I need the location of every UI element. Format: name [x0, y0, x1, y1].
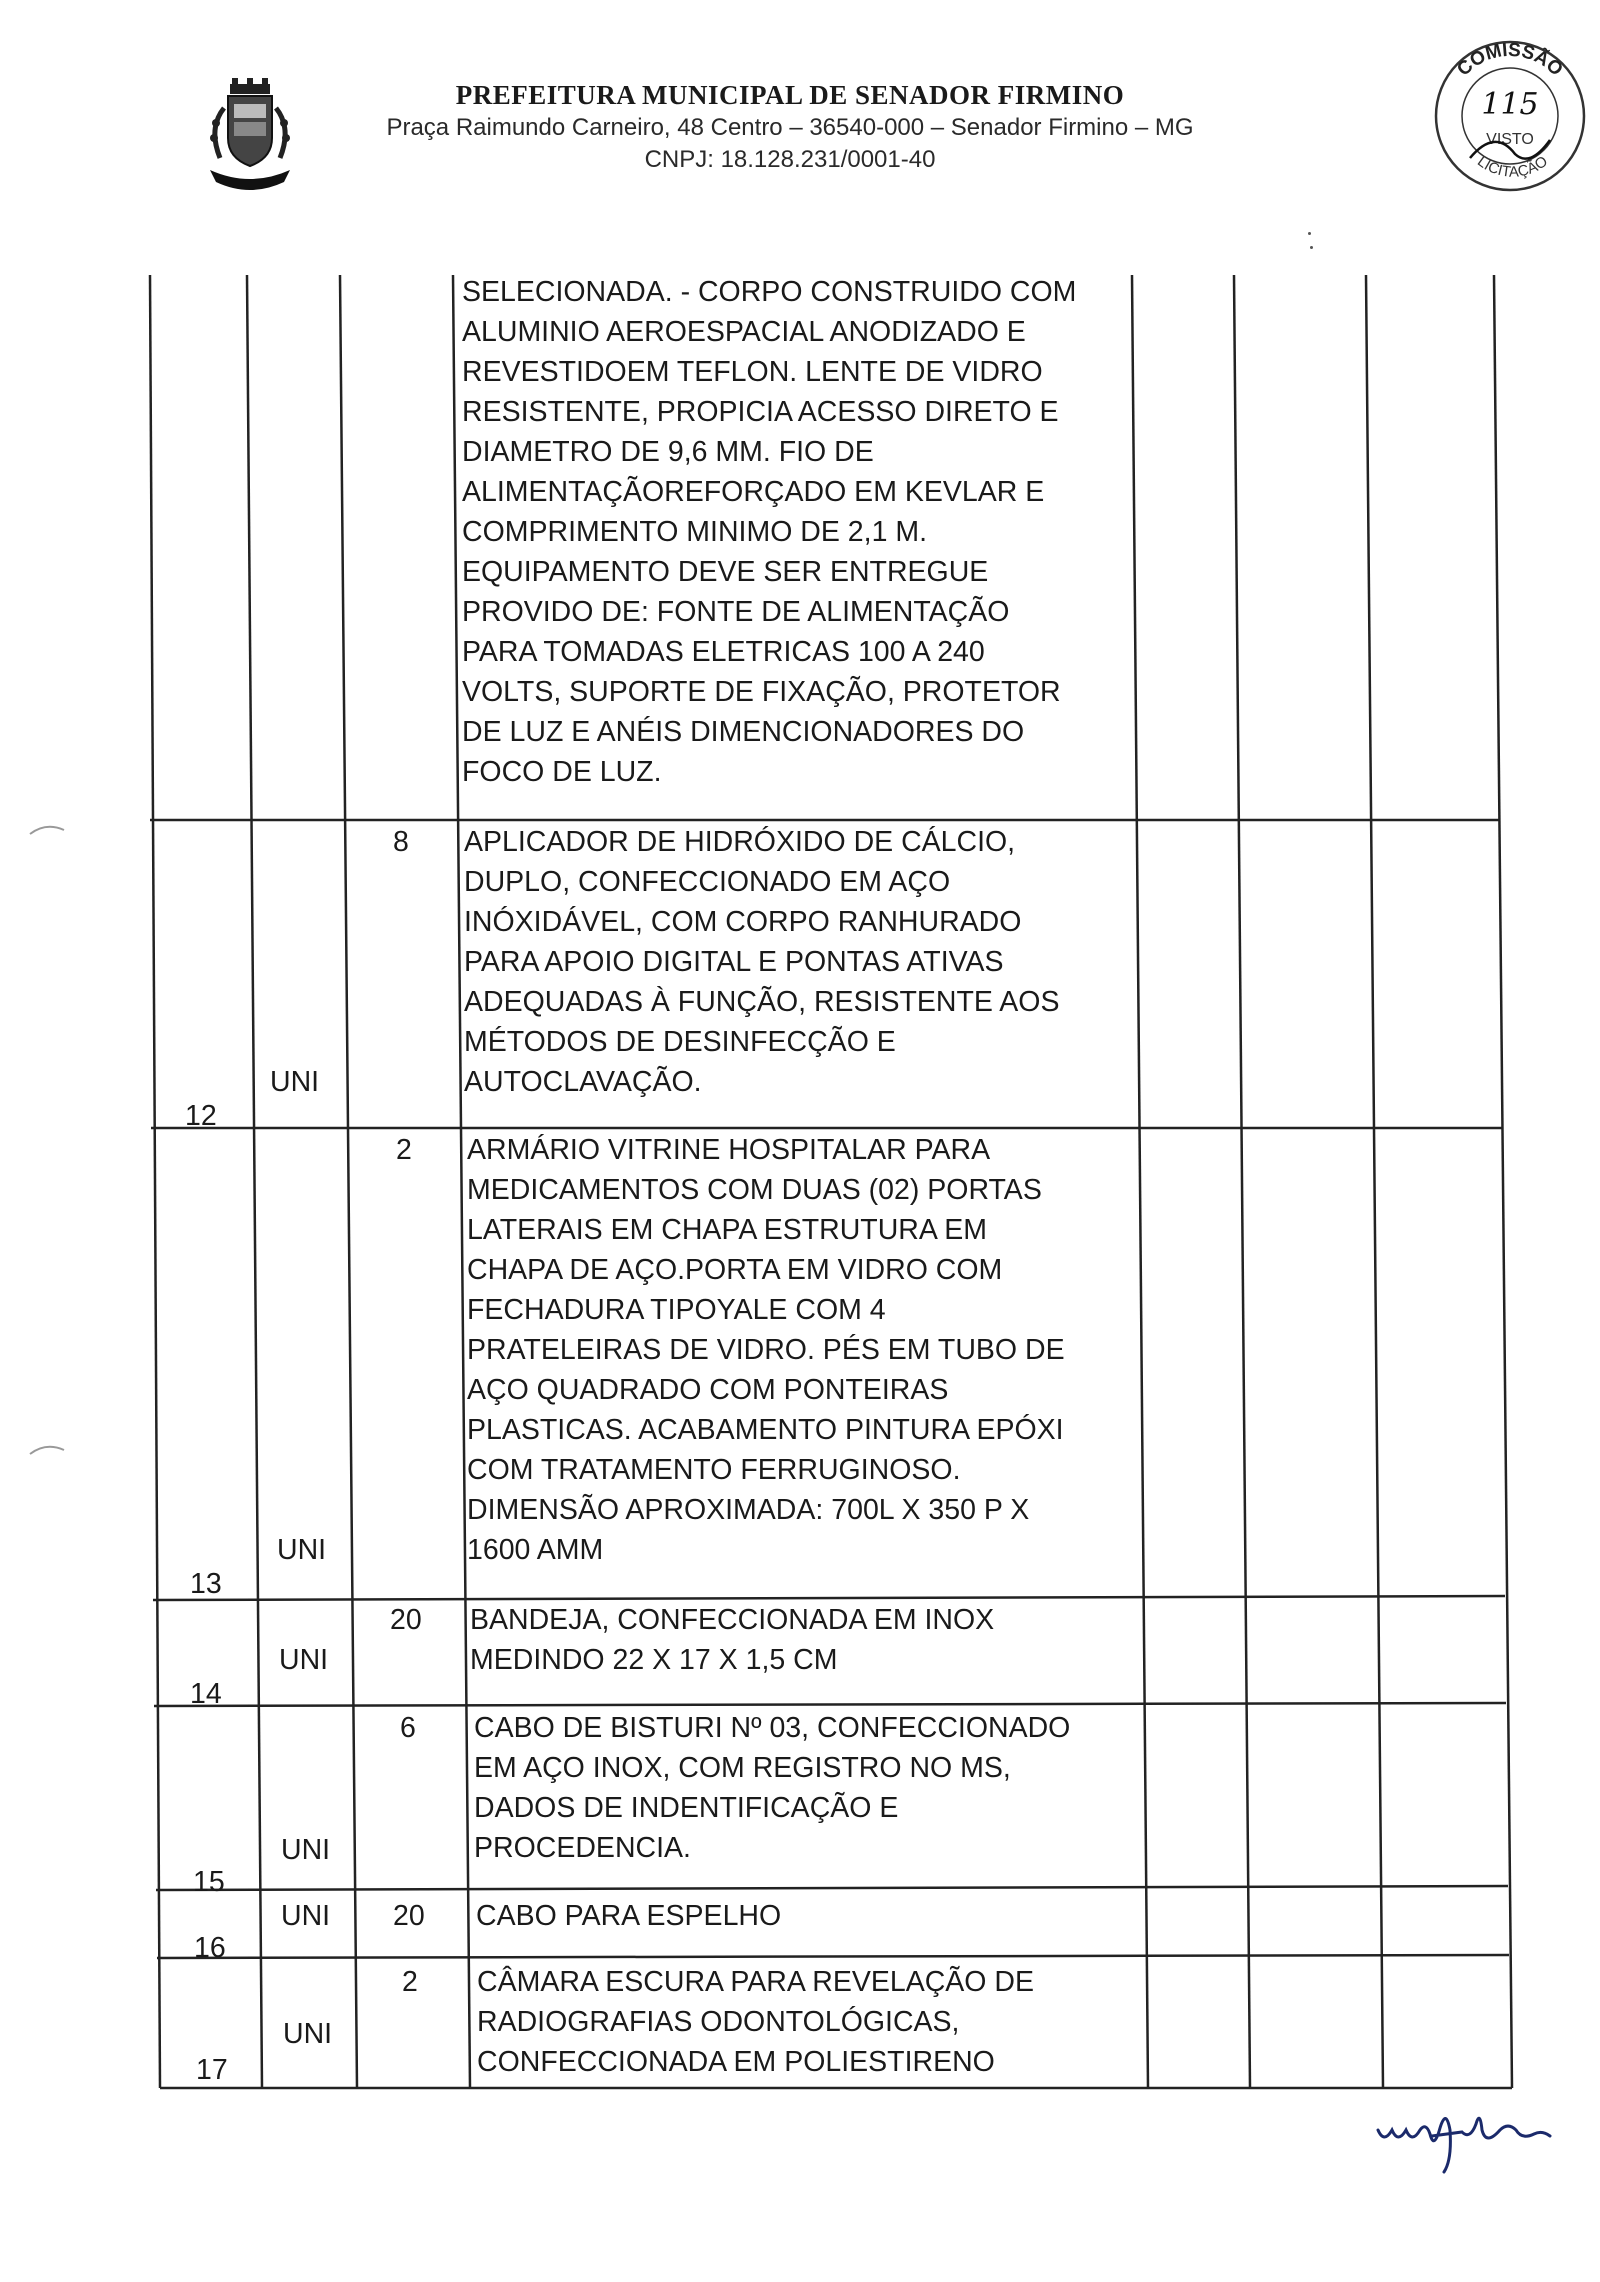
table-row-unit: UNI: [277, 1534, 327, 1566]
table-row-description: [464, 822, 1059, 1102]
table-row-unit: UNI: [281, 1834, 331, 1866]
stamp-bottom-text: LICITAÇÃO: [1474, 152, 1551, 181]
description-line: REVESTIDOEM TEFLON. LENTE DE VIDRO: [462, 356, 1043, 388]
municipality-title: PREFEITURA MUNICIPAL DE SENADOR FIRMINO: [455, 80, 1125, 110]
description-line: RADIOGRAFIAS ODONTOLÓGICAS,: [477, 2006, 960, 2038]
stamp-middle-text: VISTO: [1486, 131, 1534, 148]
table-row-qty: 6: [400, 1712, 416, 1744]
description-line: DIMENSÃO APROXIMADA: 700L X 350 P X: [467, 1494, 1030, 1526]
description-line: VOLTS, SUPORTE DE FIXAÇÃO, PROTETOR: [462, 676, 1061, 708]
table-row-qty: 20: [390, 1604, 422, 1636]
description-line: DUPLO, CONFECCIONADO EM AÇO: [464, 866, 951, 898]
municipality-cnpj: CNPJ: 18.128.231/0001-40: [644, 146, 936, 173]
description-line: CABO DE BISTURI Nº 03, CONFECCIONADO: [474, 1712, 1071, 1744]
table-row-item-number: 17: [196, 2054, 228, 2086]
description-line: EQUIPAMENTO DEVE SER ENTREGUE: [462, 556, 989, 588]
description-line: APLICADOR DE HIDRÓXIDO DE CÁLCIO,: [464, 826, 1016, 858]
description-line: DE LUZ E ANÉIS DIMENCIONADORES DO: [462, 716, 1025, 748]
description-line: MEDINDO 22 X 17 X 1,5 CM: [470, 1644, 838, 1676]
description-line: RESISTENTE, PROPICIA ACESSO DIRETO E: [462, 396, 1059, 428]
description-line: COM TRATAMENTO FERRUGINOSO.: [467, 1454, 961, 1486]
table-row-description: [476, 1896, 781, 1936]
description-line: PROVIDO DE: FONTE DE ALIMENTAÇÃO: [462, 596, 1010, 628]
description-line: ADEQUADAS À FUNÇÃO, RESISTENTE AOS: [464, 986, 1060, 1018]
description-line: PARA TOMADAS ELETRICAS 100 A 240: [462, 636, 985, 668]
description-line: EM AÇO INOX, COM REGISTRO NO MS,: [474, 1752, 1011, 1784]
description-line: CABO PARA ESPELHO: [476, 1900, 782, 1932]
description-line: AÇO QUADRADO COM PONTEIRAS: [467, 1374, 949, 1406]
description-line: FECHADURA TIPOYALE COM 4: [467, 1294, 886, 1326]
stamp-page-number: 115: [1481, 87, 1539, 122]
description-line: COMPRIMENTO MINIMO DE 2,1 M.: [462, 516, 928, 548]
table-row-description: [474, 1708, 1070, 1868]
table-row-item-number: 16: [194, 1932, 226, 1964]
description-line: LATERAIS EM CHAPA ESTRUTURA EM: [467, 1214, 987, 1246]
table-row-unit: UNI: [281, 1900, 331, 1932]
description-line: CONFECCIONADA EM POLIESTIRENO: [477, 2046, 995, 2078]
description-line: MÉTODOS DE DESINFECÇÃO E: [464, 1026, 896, 1058]
table-row-unit: UNI: [283, 2018, 333, 2050]
description-line: MEDICAMENTOS COM DUAS (02) PORTAS: [467, 1174, 1042, 1206]
table-row-item-number: 12: [185, 1100, 217, 1132]
table-row-unit: UNI: [279, 1644, 329, 1676]
description-line: FOCO DE LUZ.: [462, 756, 662, 788]
description-line: PRATELEIRAS DE VIDRO. PÉS EM TUBO DE: [467, 1334, 1065, 1366]
handwritten-signature: [1370, 2100, 1570, 2180]
margin-mark: [28, 820, 68, 840]
description-line: AUTOCLAVAÇÃO.: [464, 1066, 702, 1098]
table-row-item-number: 13: [190, 1568, 222, 1600]
table-row-qty: 2: [402, 1966, 418, 1998]
municipality-address: Praça Raimundo Carneiro, 48 Centro – 36540-000 – Senador Firmino – MG: [386, 114, 1194, 141]
table-row-qty: 8: [393, 826, 409, 858]
description-line: DADOS DE INDENTIFICAÇÃO E: [474, 1792, 899, 1824]
description-line: ARMÁRIO VITRINE HOSPITALAR PARA: [467, 1134, 991, 1166]
table-row-description: [467, 1130, 1065, 1570]
table-row-qty: 20: [393, 1900, 425, 1932]
description-line: ALIMENTAÇÃOREFORÇADO EM KEVLAR E: [462, 476, 1045, 508]
table-row-item-number: 15: [193, 1866, 225, 1898]
description-line: CHAPA DE AÇO.PORTA EM VIDRO COM: [467, 1254, 1003, 1286]
description-line: PLASTICAS. ACABAMENTO PINTURA EPÓXI: [467, 1414, 1064, 1446]
description-line: ALUMINIO AEROESPACIAL ANODIZADO E: [462, 316, 1026, 348]
table-row-description: [470, 1600, 994, 1680]
description-line: BANDEJA, CONFECCIONADA EM INOX: [470, 1604, 995, 1636]
description-line: 1600 AMM: [467, 1534, 604, 1566]
description-line: DIAMETRO DE 9,6 MM. FIO DE: [462, 436, 874, 468]
stamp-top-text: COMISSÃO: [1453, 39, 1567, 81]
table-row-item-number: 14: [190, 1678, 222, 1710]
description-line: INÓXIDÁVEL, COM CORPO RANHURADO: [464, 906, 1022, 938]
description-line: PROCEDENCIA.: [474, 1832, 691, 1864]
table-row-description: [462, 272, 1076, 792]
table-row-description: [477, 1962, 1034, 2082]
margin-mark: [28, 1440, 68, 1460]
description-line: CÂMARA ESCURA PARA REVELAÇÃO DE: [477, 1966, 1034, 1998]
table-row-qty: 2: [396, 1134, 412, 1166]
description-line: SELECIONADA. - CORPO CONSTRUIDO COM: [462, 276, 1077, 308]
description-line: PARA APOIO DIGITAL E PONTAS ATIVAS: [464, 946, 1004, 978]
table-row-unit: UNI: [270, 1066, 320, 1098]
